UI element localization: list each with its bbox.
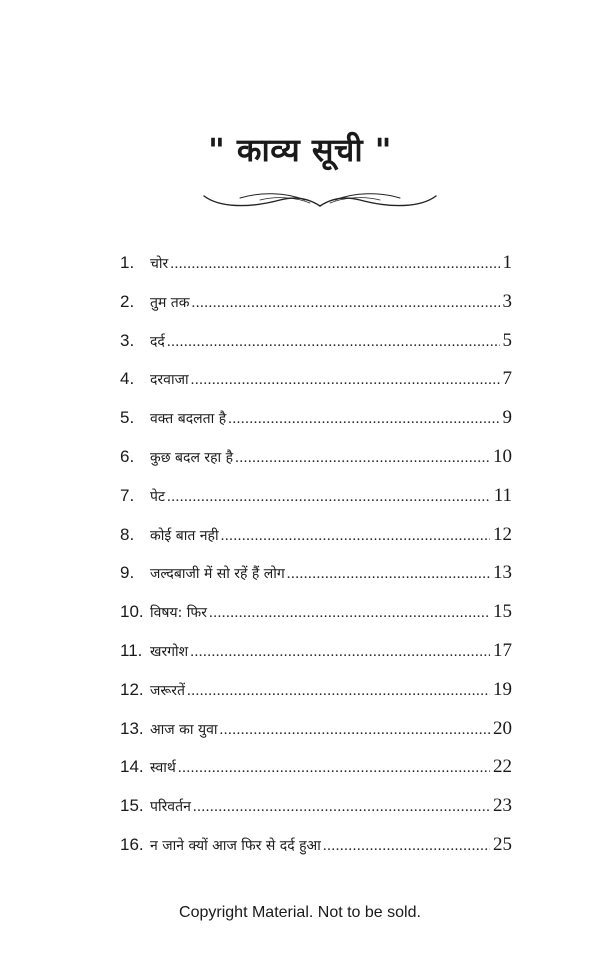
toc-entry-page-number: 5 [502, 329, 512, 351]
toc-entry-page-number: 17 [493, 639, 512, 661]
toc-entry-number: 16. [120, 834, 144, 854]
toc-entry-number: 10. [120, 602, 144, 622]
toc-entry-title: न जाने क्यों आज फिर से दर्द हुआ [150, 837, 321, 854]
toc-entry-page-number: 22 [493, 756, 512, 778]
toc-entry-title: तुम तक [150, 294, 190, 311]
toc-entry-title: पेट [150, 488, 166, 505]
toc-entry-number: 5. [120, 408, 135, 428]
toc-entry [120, 791, 512, 830]
toc-entry [120, 442, 512, 481]
toc-entry-number: 12. [120, 679, 144, 699]
toc-entry-title: स्वार्थ [150, 760, 176, 777]
toc-entry-number: 2. [120, 291, 135, 311]
toc-entry-title: कुछ बदल रहा है [150, 449, 234, 466]
toc-entry-title: वक्त बदलता है [150, 411, 227, 428]
dot-leader [167, 327, 500, 357]
toc-entry-page-number: 3 [502, 290, 512, 312]
copyright-footer: Copyright Material. Not to be sold. [179, 904, 421, 921]
toc-entry-number: 15. [120, 796, 144, 816]
toc-entry-page-number: 15 [493, 601, 512, 623]
toc-entry-number: 9. [120, 563, 135, 583]
toc-entry-page-number: 13 [493, 562, 512, 584]
toc-entry [120, 675, 512, 714]
toc-entry [120, 714, 512, 753]
table-of-contents [120, 248, 512, 869]
dot-leader [170, 249, 499, 279]
page-title: " काव्य सूची " [208, 131, 392, 169]
toc-entry [120, 481, 512, 520]
toc-entry-number: 14. [120, 757, 144, 777]
toc-entry-page-number: 1 [502, 252, 512, 273]
toc-entry [120, 326, 512, 365]
toc-entry [120, 287, 512, 326]
toc-entry-title: परिवर्तन [150, 799, 191, 816]
toc-entry-number: 4. [120, 369, 135, 389]
toc-entry-title: विषय: फिर [150, 605, 207, 622]
dot-leader [167, 482, 491, 512]
toc-entry-title: दरवाजा [150, 372, 189, 389]
toc-entry-page-number: 20 [493, 717, 512, 739]
ornamental-divider [200, 186, 440, 216]
dot-leader [193, 792, 490, 822]
toc-entry-number: 6. [120, 446, 135, 466]
toc-entry [120, 597, 512, 636]
toc-entry-title: आज का युवा [150, 721, 218, 738]
toc-entry [120, 520, 512, 559]
toc-entry [120, 830, 512, 869]
toc-entry-page-number: 23 [493, 795, 512, 817]
toc-entry [120, 558, 512, 597]
toc-entry [120, 636, 512, 675]
toc-entry-title: जरूरतें [150, 682, 185, 699]
dot-leader [190, 637, 490, 667]
toc-entry-title: कोई बात नही [150, 527, 219, 544]
dot-leader [209, 598, 490, 628]
dot-leader [228, 404, 499, 434]
toc-entry-title: खरगोश [150, 643, 189, 660]
toc-entry-title: जल्दबाजी में सो रहें हैं लोग [150, 566, 285, 583]
dot-leader [323, 831, 490, 861]
toc-entry-page-number: 9 [502, 407, 512, 429]
toc-entry-page-number: 10 [493, 445, 512, 467]
toc-entry-number: 13. [120, 718, 144, 738]
toc-entry-number: 1. [120, 253, 135, 272]
toc-entry-number: 8. [120, 524, 135, 544]
toc-entry-page-number: 11 [493, 484, 512, 506]
toc-entry [120, 364, 512, 403]
toc-entry-page-number: 7 [502, 368, 512, 390]
toc-entry-number: 11. [120, 640, 143, 660]
toc-entry-title: चोर [150, 256, 169, 272]
toc-entry [120, 248, 512, 287]
dot-leader [287, 559, 490, 589]
dot-leader [178, 753, 490, 783]
toc-entry-number: 3. [120, 330, 135, 350]
toc-entry-page-number: 12 [493, 523, 512, 545]
toc-entry-page-number: 25 [493, 833, 512, 855]
dot-leader [187, 676, 490, 706]
dot-leader [220, 715, 490, 745]
toc-entry-number: 7. [120, 485, 135, 505]
dot-leader [221, 521, 490, 551]
dot-leader [235, 443, 490, 473]
dot-leader [191, 365, 500, 395]
toc-entry-title: दर्द [150, 333, 165, 350]
toc-entry [120, 403, 512, 442]
toc-entry [120, 752, 512, 791]
toc-entry-page-number: 19 [493, 678, 512, 700]
dot-leader [192, 288, 500, 318]
